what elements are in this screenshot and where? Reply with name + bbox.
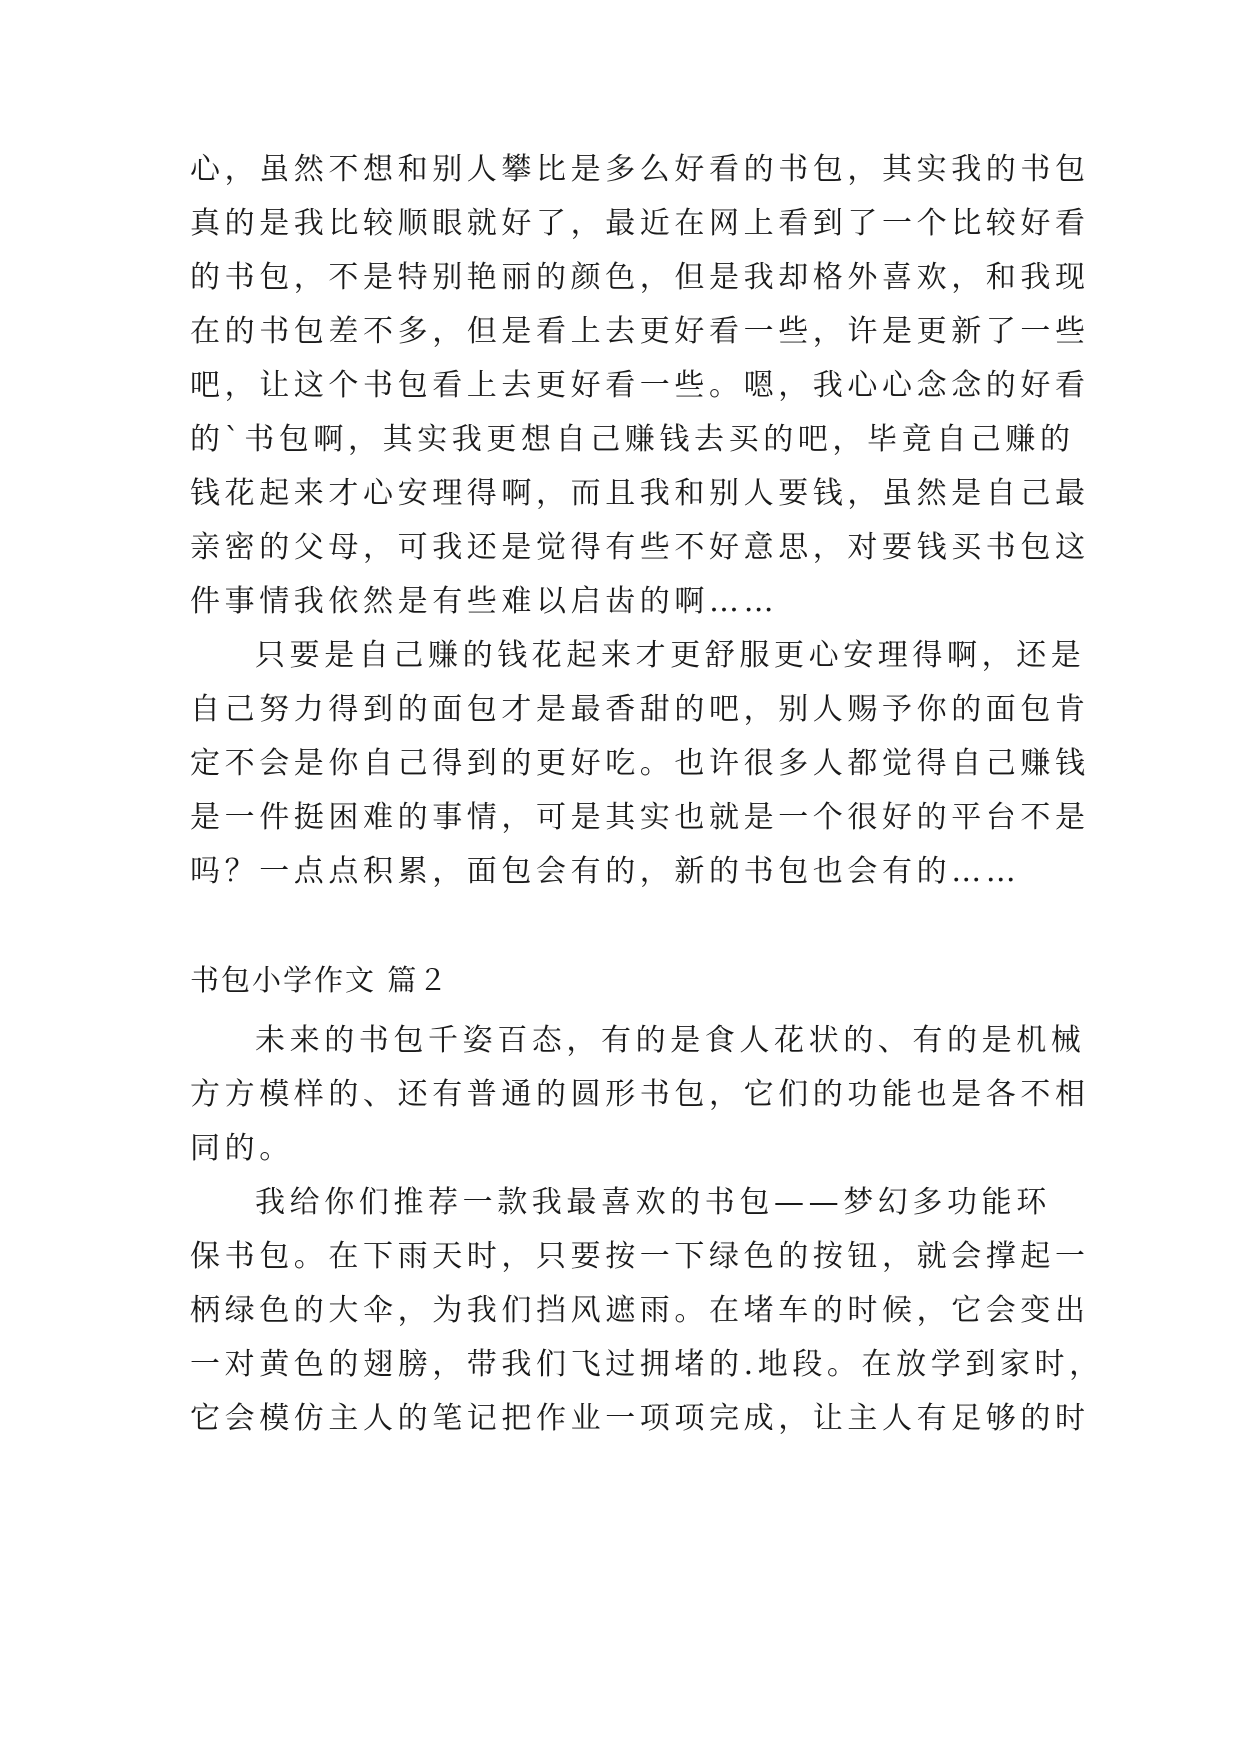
section-heading: 书包小学作文 篇２ (190, 963, 450, 997)
text-line: 件事情我依然是有些难以启齿的啊…… (190, 584, 779, 619)
text-line: 自己努力得到的面包才是最香甜的吧，别人赐予你的面包肯 (190, 692, 1090, 727)
text-line: 我给你们推荐一款我最喜欢的书包——梦幻多功能环 (255, 1185, 1051, 1220)
text-line: 同的。 (190, 1131, 294, 1166)
text-line: 柄绿色的大伞，为我们挡风遮雨。在堵车的时候，它会变出 (190, 1293, 1090, 1328)
text-line: 钱花起来才心安理得啊，而且我和别人要钱，虽然是自己最 (190, 476, 1090, 511)
text-line: 亲密的父母，可我还是觉得有些不好意思，对要钱买书包这 (190, 530, 1090, 565)
text-line: 吧，让这个书包看上去更好看一些。嗯，我心心念念的好看 (190, 368, 1090, 403)
text-line: 的书包，不是特别艳丽的颜色，但是我却格外喜欢，和我现 (190, 260, 1090, 295)
text-line: 在的书包差不多，但是看上去更好看一些，许是更新了一些 (190, 314, 1090, 349)
text-line: 只要是自己赚的钱花起来才更舒服更心安理得啊，还是 (255, 638, 1086, 673)
text-line: 方方模样的、还有普通的圆形书包，它们的功能也是各不相 (190, 1077, 1090, 1112)
text-line: 一对黄色的翅膀，带我们飞过拥堵的.地段。在放学到家时， (190, 1347, 1104, 1382)
text-line: 保书包。在下雨天时，只要按一下绿色的按钮，就会撑起一 (190, 1239, 1090, 1274)
text-line: 定不会是你自己得到的更好吃。也许很多人都觉得自己赚钱 (190, 746, 1090, 781)
text-line: 吗？一点点积累，面包会有的，新的书包也会有的…… (190, 854, 1021, 889)
text-line: 真的是我比较顺眼就好了，最近在网上看到了一个比较好看 (190, 206, 1090, 241)
text-line: 它会模仿主人的笔记把作业一项项完成，让主人有足够的时 (190, 1401, 1090, 1436)
text-line: 是一件挺困难的事情，可是其实也就是一个很好的平台不是 (190, 800, 1090, 835)
text-line: 心，虽然不想和别人攀比是多么好看的书包，其实我的书包 (190, 152, 1090, 187)
text-line: 的`书包啊，其实我更想自己赚钱去买的吧，毕竟自己赚的 (190, 422, 1075, 457)
text-line: 未来的书包千姿百态，有的是食人花状的、有的是机械 (255, 1023, 1086, 1058)
